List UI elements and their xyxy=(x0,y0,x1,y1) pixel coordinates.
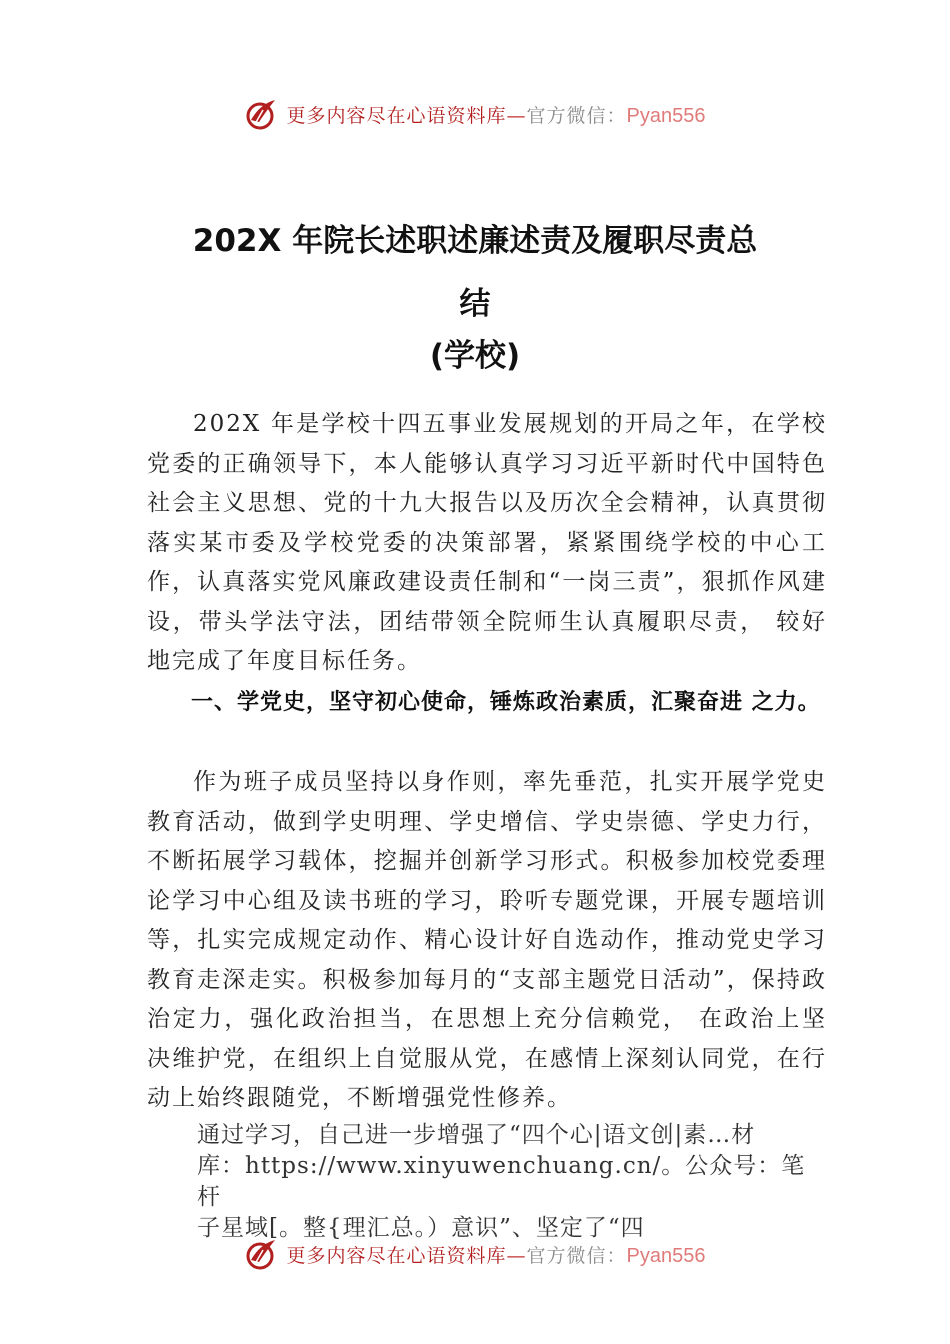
banner-main-text: 更多内容尽在心语资料库 xyxy=(286,104,507,127)
section1-heading: 一、学党史，坚守初心使命，锤炼政治素质，汇聚奋进 之力。 xyxy=(191,690,821,715)
banner-handle: Pyan556 xyxy=(626,104,706,127)
document-subtitle: (学校) xyxy=(429,338,521,374)
footer-banner-dash: — xyxy=(506,1244,527,1267)
section1-tail-line3: 子星域[。整{理汇总。）意识”、坚定了“四 xyxy=(197,1215,645,1241)
footer-banner xyxy=(0,1234,950,1274)
section1-tail-block xyxy=(147,1120,827,1244)
footer-banner-main-text: 更多内容尽在心语资料库 xyxy=(286,1244,507,1267)
document-title-line1: 202X 年院长述职述廉述责及履职尽责总 xyxy=(192,223,758,259)
header-banner xyxy=(0,94,950,134)
intro-paragraph-block xyxy=(147,405,827,682)
footer-banner-text xyxy=(287,1241,706,1268)
section1-tail-line2: 库：https://www.xinyuwenchuang.cn/。公众号：笔杆 xyxy=(197,1153,806,1210)
pen-nib-logo-icon xyxy=(245,96,281,132)
section1-tail-line1: 通过学习，自己进一步增强了“四个心|语文创|素…材 xyxy=(197,1122,756,1148)
banner-text xyxy=(287,101,706,128)
intro-paragraph: 202X 年是学校十四五事业发展规划的开局之年，在学校党委的正确领导下，本人能够认真学习习近平新时代中国特色社会主义思想、党的十九大报告以及历次全会精神，认真贯彻落实某市委及学校党委的决策部署，紧紧围绕学校的中心工作，认真落实党风廉政建设责任制和“一岗三责”，狠抓作风建设，带头学法守法，团结带领全院师生认真履职尽责， 较好地完成了年度目标任务。 xyxy=(147,411,827,674)
document-title-line2: 结 xyxy=(459,286,491,322)
banner-wechat-label: 官方微信： xyxy=(526,104,627,127)
section1-paragraph-block xyxy=(147,763,827,1119)
footer-banner-handle: Pyan556 xyxy=(626,1244,706,1267)
footer-banner-wechat-label: 官方微信： xyxy=(526,1244,627,1267)
section1-paragraph: 作为班子成员坚持以身作则，率先垂范，扎实开展学党史教育活动，做到学史明理、学史增信、学史崇德、学史力行，不断拓展学习载体，挖掘并创新学习形式。积极参加校党委理论学习中心组及读书班的学习，聆听专题党课，开展专题培训等，扎实完成规定动作、精心设计好自选动作，推动党史学习教育走深走实。积极参加每月的“支部主题党日活动”，保持政治定力，强化政治担当，在思想上充分信赖党， 在政治上坚决维护党，在组织上自觉服从党，在感情上深刻认同党，在行动上始终跟随党，不断增强党性修养。 xyxy=(147,769,827,1111)
pen-nib-logo-icon xyxy=(245,1236,281,1272)
banner-dash: — xyxy=(506,104,527,127)
